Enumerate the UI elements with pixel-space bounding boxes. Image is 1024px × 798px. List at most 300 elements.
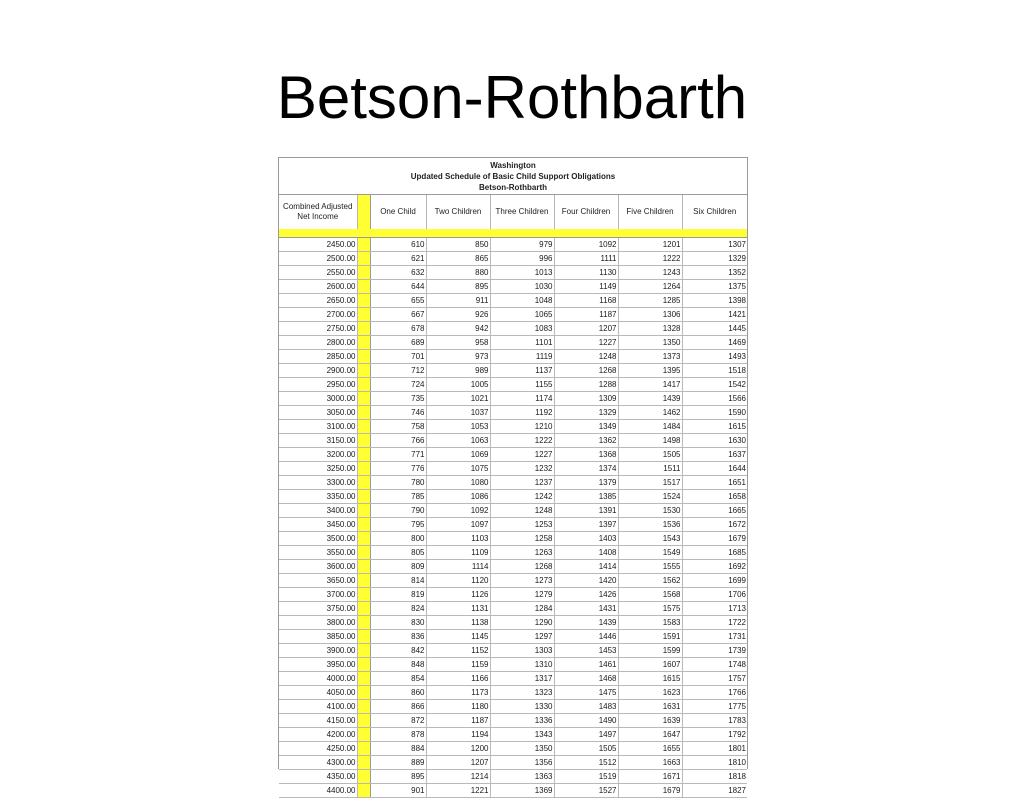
income-cell: 3100.00 (279, 420, 357, 434)
heading-state: Washington (490, 161, 536, 170)
column-header-income: Combined Adjusted Net Income (279, 195, 357, 229)
six-children-cell: 1518 (682, 364, 747, 378)
income-cell: 3900.00 (279, 644, 357, 658)
table-row (279, 630, 747, 644)
three-children-cell: 1258 (490, 532, 554, 546)
income-cell: 2900.00 (279, 364, 357, 378)
two-children-cell: 1173 (426, 686, 490, 700)
two-children-cell: 1069 (426, 448, 490, 462)
six-children-cell: 1658 (682, 490, 747, 504)
income-cell: 3150.00 (279, 434, 357, 448)
four-children-cell: 1362 (554, 434, 618, 448)
three-children-cell: 1356 (490, 756, 554, 770)
income-cell: 3450.00 (279, 518, 357, 532)
two-children-cell: 926 (426, 308, 490, 322)
three-children-cell: 996 (490, 252, 554, 266)
three-children-cell: 1227 (490, 448, 554, 462)
income-cell: 3550.00 (279, 546, 357, 560)
four-children-cell: 1505 (554, 742, 618, 756)
one-child-cell: 701 (370, 350, 426, 364)
six-children-cell: 1590 (682, 406, 747, 420)
highlight-cell (357, 280, 370, 294)
income-cell: 4350.00 (279, 770, 357, 784)
six-children-cell: 1542 (682, 378, 747, 392)
column-header-row (279, 195, 747, 229)
six-children-cell: 1827 (682, 784, 747, 798)
three-children-cell: 1237 (490, 476, 554, 490)
two-children-cell: 1207 (426, 756, 490, 770)
three-children-cell: 1242 (490, 490, 554, 504)
one-child-cell: 854 (370, 672, 426, 686)
table-row (279, 546, 747, 560)
income-cell: 4100.00 (279, 700, 357, 714)
income-cell: 2700.00 (279, 308, 357, 322)
two-children-cell: 1221 (426, 784, 490, 798)
six-children-cell: 1722 (682, 616, 747, 630)
table-row (279, 322, 747, 336)
one-child-cell: 655 (370, 294, 426, 308)
highlight-cell (357, 532, 370, 546)
one-child-cell: 836 (370, 630, 426, 644)
two-children-cell: 973 (426, 350, 490, 364)
six-children-cell: 1421 (682, 308, 747, 322)
three-children-cell: 1284 (490, 602, 554, 616)
one-child-cell: 895 (370, 770, 426, 784)
four-children-cell: 1483 (554, 700, 618, 714)
table-row (279, 602, 747, 616)
column-header-five-children: Five Children (618, 195, 682, 229)
four-children-cell: 1391 (554, 504, 618, 518)
one-child-cell: 884 (370, 742, 426, 756)
six-children-cell: 1783 (682, 714, 747, 728)
four-children-cell: 1374 (554, 462, 618, 476)
two-children-cell: 958 (426, 336, 490, 350)
table-row (279, 420, 747, 434)
five-children-cell: 1350 (618, 336, 682, 350)
five-children-cell: 1591 (618, 630, 682, 644)
table-row (279, 560, 747, 574)
six-children-cell: 1731 (682, 630, 747, 644)
four-children-cell: 1349 (554, 420, 618, 434)
five-children-cell: 1647 (618, 728, 682, 742)
one-child-cell: 800 (370, 532, 426, 546)
six-children-cell: 1801 (682, 742, 747, 756)
table-row (279, 574, 747, 588)
one-child-cell: 795 (370, 518, 426, 532)
six-children-cell: 1329 (682, 252, 747, 266)
income-cell: 3200.00 (279, 448, 357, 462)
one-child-cell: 644 (370, 280, 426, 294)
four-children-cell: 1092 (554, 238, 618, 252)
highlight-cell (357, 588, 370, 602)
two-children-cell: 865 (426, 252, 490, 266)
three-children-cell: 1263 (490, 546, 554, 560)
three-children-cell: 1222 (490, 434, 554, 448)
highlight-cell (357, 518, 370, 532)
one-child-cell: 746 (370, 406, 426, 420)
five-children-cell: 1663 (618, 756, 682, 770)
six-children-cell: 1699 (682, 574, 747, 588)
two-children-cell: 942 (426, 322, 490, 336)
six-children-cell: 1665 (682, 504, 747, 518)
four-children-cell: 1248 (554, 350, 618, 364)
six-children-cell: 1818 (682, 770, 747, 784)
highlight-cell (357, 602, 370, 616)
five-children-cell: 1306 (618, 308, 682, 322)
income-cell: 3850.00 (279, 630, 357, 644)
table-row (279, 266, 747, 280)
three-children-cell: 1253 (490, 518, 554, 532)
table-row (279, 784, 747, 798)
income-cell: 3350.00 (279, 490, 357, 504)
one-child-cell: 824 (370, 602, 426, 616)
one-child-cell: 724 (370, 378, 426, 392)
one-child-cell: 785 (370, 490, 426, 504)
five-children-cell: 1201 (618, 238, 682, 252)
one-child-cell: 889 (370, 756, 426, 770)
highlight-cell (357, 308, 370, 322)
one-child-cell: 780 (370, 476, 426, 490)
three-children-cell: 1336 (490, 714, 554, 728)
two-children-cell: 850 (426, 238, 490, 252)
five-children-cell: 1524 (618, 490, 682, 504)
column-header-four-children: Four Children (554, 195, 618, 229)
highlight-cell (357, 658, 370, 672)
one-child-cell: 689 (370, 336, 426, 350)
one-child-cell: 805 (370, 546, 426, 560)
six-children-cell: 1307 (682, 238, 747, 252)
one-child-cell: 766 (370, 434, 426, 448)
four-children-cell: 1461 (554, 658, 618, 672)
five-children-cell: 1462 (618, 406, 682, 420)
four-children-cell: 1111 (554, 252, 618, 266)
table-row (279, 518, 747, 532)
income-cell: 4050.00 (279, 686, 357, 700)
five-children-cell: 1484 (618, 420, 682, 434)
column-header-three-children: Three Children (490, 195, 554, 229)
six-children-cell: 1398 (682, 294, 747, 308)
three-children-cell: 1297 (490, 630, 554, 644)
one-child-cell: 610 (370, 238, 426, 252)
six-children-cell: 1792 (682, 728, 747, 742)
six-children-cell: 1692 (682, 560, 747, 574)
income-cell: 4400.00 (279, 784, 357, 798)
highlight-cell (357, 714, 370, 728)
one-child-cell: 830 (370, 616, 426, 630)
six-children-cell: 1766 (682, 686, 747, 700)
highlight-cell (357, 434, 370, 448)
six-children-cell: 1713 (682, 602, 747, 616)
table-row (279, 714, 747, 728)
five-children-cell: 1536 (618, 518, 682, 532)
three-children-cell: 1013 (490, 266, 554, 280)
highlight-cell (357, 560, 370, 574)
four-children-cell: 1426 (554, 588, 618, 602)
highlight-cell (357, 406, 370, 420)
table-row (279, 280, 747, 294)
three-children-cell: 1273 (490, 574, 554, 588)
five-children-cell: 1631 (618, 700, 682, 714)
three-children-cell: 1268 (490, 560, 554, 574)
income-cell: 3950.00 (279, 658, 357, 672)
table-row (279, 238, 747, 252)
highlight-cell (357, 350, 370, 364)
income-cell: 3400.00 (279, 504, 357, 518)
highlight-cell (357, 336, 370, 350)
four-children-cell: 1130 (554, 266, 618, 280)
table-row (279, 644, 747, 658)
income-cell: 3650.00 (279, 574, 357, 588)
table-row (279, 588, 747, 602)
three-children-cell: 1248 (490, 504, 554, 518)
one-child-cell: 814 (370, 574, 426, 588)
five-children-cell: 1655 (618, 742, 682, 756)
highlight-cell (357, 378, 370, 392)
five-children-cell: 1639 (618, 714, 682, 728)
six-children-cell: 1493 (682, 350, 747, 364)
three-children-cell: 1048 (490, 294, 554, 308)
five-children-cell: 1583 (618, 616, 682, 630)
income-cell: 2600.00 (279, 280, 357, 294)
five-children-cell: 1243 (618, 266, 682, 280)
five-children-cell: 1517 (618, 476, 682, 490)
two-children-cell: 1075 (426, 462, 490, 476)
two-children-cell: 1194 (426, 728, 490, 742)
table-row (279, 336, 747, 350)
five-children-cell: 1555 (618, 560, 682, 574)
two-children-cell: 1214 (426, 770, 490, 784)
four-children-cell: 1329 (554, 406, 618, 420)
five-children-cell: 1549 (618, 546, 682, 560)
three-children-cell: 1065 (490, 308, 554, 322)
highlight-cell (357, 420, 370, 434)
five-children-cell: 1511 (618, 462, 682, 476)
income-cell: 2550.00 (279, 266, 357, 280)
income-cell: 3700.00 (279, 588, 357, 602)
two-children-cell: 1200 (426, 742, 490, 756)
five-children-cell: 1599 (618, 644, 682, 658)
six-children-cell: 1352 (682, 266, 747, 280)
six-children-cell: 1630 (682, 434, 747, 448)
six-children-cell: 1445 (682, 322, 747, 336)
table-row (279, 448, 747, 462)
five-children-cell: 1623 (618, 686, 682, 700)
highlight-column-header (357, 195, 370, 229)
support-schedule-table (279, 195, 747, 798)
table-row (279, 672, 747, 686)
two-children-cell: 1114 (426, 560, 490, 574)
one-child-cell: 819 (370, 588, 426, 602)
four-children-cell: 1431 (554, 602, 618, 616)
one-child-cell: 901 (370, 784, 426, 798)
income-cell: 2450.00 (279, 238, 357, 252)
income-cell: 4200.00 (279, 728, 357, 742)
one-child-cell: 621 (370, 252, 426, 266)
income-cell: 3500.00 (279, 532, 357, 546)
six-children-cell: 1748 (682, 658, 747, 672)
one-child-cell: 758 (370, 420, 426, 434)
three-children-cell: 1174 (490, 392, 554, 406)
five-children-cell: 1568 (618, 588, 682, 602)
table-row (279, 770, 747, 784)
one-child-cell: 866 (370, 700, 426, 714)
two-children-cell: 1021 (426, 392, 490, 406)
two-children-cell: 1097 (426, 518, 490, 532)
table-row (279, 308, 747, 322)
two-children-cell: 1120 (426, 574, 490, 588)
table-row (279, 742, 747, 756)
highlight-cell (357, 784, 370, 798)
two-children-cell: 989 (426, 364, 490, 378)
five-children-cell: 1615 (618, 672, 682, 686)
four-children-cell: 1288 (554, 378, 618, 392)
five-children-cell: 1373 (618, 350, 682, 364)
three-children-cell: 1137 (490, 364, 554, 378)
highlight-cell (357, 238, 370, 252)
three-children-cell: 1310 (490, 658, 554, 672)
one-child-cell: 872 (370, 714, 426, 728)
three-children-cell: 1363 (490, 770, 554, 784)
three-children-cell: 1232 (490, 462, 554, 476)
two-children-cell: 1180 (426, 700, 490, 714)
six-children-cell: 1679 (682, 532, 747, 546)
three-children-cell: 1030 (490, 280, 554, 294)
five-children-cell: 1222 (618, 252, 682, 266)
income-cell: 3750.00 (279, 602, 357, 616)
highlight-cell (357, 448, 370, 462)
three-children-cell: 1350 (490, 742, 554, 756)
highlight-cell (357, 742, 370, 756)
one-child-cell: 632 (370, 266, 426, 280)
heading-schedule-title: Updated Schedule of Basic Child Support Obligations (410, 172, 616, 181)
one-child-cell: 878 (370, 728, 426, 742)
highlight-cell (357, 490, 370, 504)
one-child-cell: 842 (370, 644, 426, 658)
three-children-cell: 979 (490, 238, 554, 252)
six-children-cell: 1810 (682, 756, 747, 770)
two-children-cell: 1152 (426, 644, 490, 658)
four-children-cell: 1187 (554, 308, 618, 322)
five-children-cell: 1285 (618, 294, 682, 308)
table-row (279, 392, 747, 406)
three-children-cell: 1279 (490, 588, 554, 602)
highlight-cell (357, 700, 370, 714)
slide-title: Betson-Rothbarth (276, 64, 748, 131)
one-child-cell: 771 (370, 448, 426, 462)
highlight-cell (357, 630, 370, 644)
two-children-cell: 1103 (426, 532, 490, 546)
highlight-cell (357, 266, 370, 280)
six-children-cell: 1775 (682, 700, 747, 714)
three-children-cell: 1343 (490, 728, 554, 742)
income-cell: 3000.00 (279, 392, 357, 406)
three-children-cell: 1303 (490, 644, 554, 658)
one-child-cell: 735 (370, 392, 426, 406)
column-header-six-children: Six Children (693, 207, 737, 216)
highlight-cell (357, 364, 370, 378)
highlight-cell (357, 728, 370, 742)
four-children-cell: 1397 (554, 518, 618, 532)
table-row (279, 294, 747, 308)
one-child-cell: 809 (370, 560, 426, 574)
income-cell: 3050.00 (279, 406, 357, 420)
five-children-cell: 1417 (618, 378, 682, 392)
four-children-cell: 1268 (554, 364, 618, 378)
highlight-cell (357, 672, 370, 686)
six-children-cell: 1637 (682, 448, 747, 462)
column-header-one-child: One Child (370, 195, 426, 229)
highlight-cell (357, 294, 370, 308)
table-row (279, 462, 747, 476)
one-child-cell: 667 (370, 308, 426, 322)
one-child-cell: 776 (370, 462, 426, 476)
two-children-cell: 880 (426, 266, 490, 280)
three-children-cell: 1330 (490, 700, 554, 714)
table-row (279, 490, 747, 504)
table-row (279, 686, 747, 700)
income-cell: 3250.00 (279, 462, 357, 476)
four-children-cell: 1468 (554, 672, 618, 686)
income-cell: 2800.00 (279, 336, 357, 350)
income-cell: 4300.00 (279, 756, 357, 770)
five-children-cell: 1530 (618, 504, 682, 518)
five-children-cell: 1607 (618, 658, 682, 672)
table-row (279, 406, 747, 420)
highlight-cell (357, 476, 370, 490)
six-children-cell: 1685 (682, 546, 747, 560)
income-cell: 2650.00 (279, 294, 357, 308)
income-cell: 2500.00 (279, 252, 357, 266)
six-children-cell: 1644 (682, 462, 747, 476)
four-children-cell: 1446 (554, 630, 618, 644)
six-children-cell: 1739 (682, 644, 747, 658)
one-child-cell: 848 (370, 658, 426, 672)
highlight-cell (357, 252, 370, 266)
five-children-cell: 1264 (618, 280, 682, 294)
four-children-cell: 1512 (554, 756, 618, 770)
two-children-cell: 1131 (426, 602, 490, 616)
one-child-cell: 712 (370, 364, 426, 378)
highlight-cell (357, 770, 370, 784)
table-row (279, 532, 747, 546)
five-children-cell: 1575 (618, 602, 682, 616)
table-row (279, 616, 747, 630)
four-children-cell: 1379 (554, 476, 618, 490)
income-cell: 4250.00 (279, 742, 357, 756)
five-children-cell: 1328 (618, 322, 682, 336)
two-children-cell: 1037 (426, 406, 490, 420)
income-cell: 2950.00 (279, 378, 357, 392)
table-row (279, 252, 747, 266)
highlight-cell (357, 616, 370, 630)
highlight-cell (357, 546, 370, 560)
four-children-cell: 1368 (554, 448, 618, 462)
three-children-cell: 1290 (490, 616, 554, 630)
three-children-cell: 1317 (490, 672, 554, 686)
four-children-cell: 1527 (554, 784, 618, 798)
income-cell: 4000.00 (279, 672, 357, 686)
income-cell: 4150.00 (279, 714, 357, 728)
table-row (279, 658, 747, 672)
highlight-cell (357, 574, 370, 588)
one-child-cell: 678 (370, 322, 426, 336)
two-children-cell: 895 (426, 280, 490, 294)
one-child-cell: 790 (370, 504, 426, 518)
four-children-cell: 1408 (554, 546, 618, 560)
five-children-cell: 1505 (618, 448, 682, 462)
five-children-cell: 1543 (618, 532, 682, 546)
three-children-cell: 1083 (490, 322, 554, 336)
